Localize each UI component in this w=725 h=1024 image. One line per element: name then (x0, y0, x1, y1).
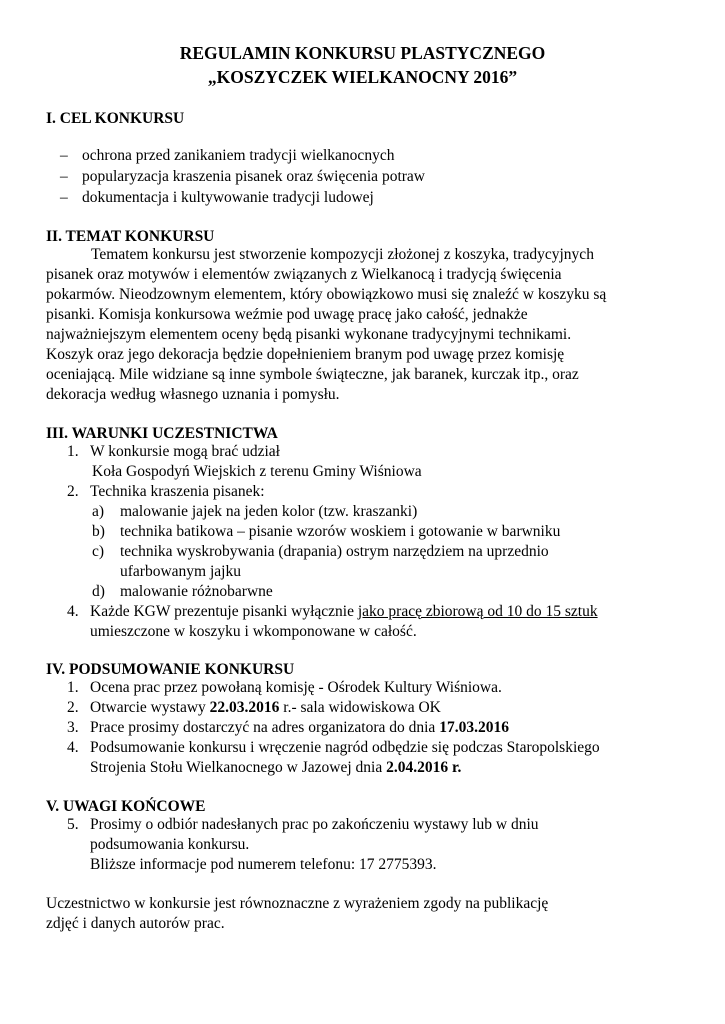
section-2-heading: II. TEMAT KONKURSU (46, 228, 215, 245)
paragraph-line: oceniającą. Mile widziane są inne symbole świąteczne, jak baranek, kurczak itp., oraz (46, 366, 579, 383)
section-3-heading: III. WARUNKI UCZESTNICTWA (46, 425, 278, 442)
list-item: ochrona przed zanikaniem tradycji wielkanocnych (82, 147, 395, 164)
list-number: 3. (67, 719, 79, 736)
contact-info: Bliższe informacje pod numerem telefonu: 17 2775393. (90, 856, 437, 873)
sublist-item: technika wyskrobywania (drapania) ostrym narzędziem na uprzednio (120, 543, 549, 560)
list-item: W konkursie mogą brać udział (90, 443, 280, 460)
bullet-dash: – (60, 189, 68, 206)
bullet-dash: – (60, 147, 68, 164)
list-item: Technika kraszenia pisanek: (90, 483, 265, 500)
sublist-item: malowanie jajek na jeden kolor (tzw. kraszanki) (120, 503, 418, 520)
paragraph-line: Uczestnictwo w konkursie jest równoznaczne z wyrażeniem zgody na publikację (46, 895, 549, 912)
list-number: 4. (67, 603, 79, 620)
underlined-text: jako pracę zbiorową od 10 do 15 sztuk (357, 603, 598, 620)
list-item (90, 602, 598, 622)
sublist-item: malowanie różnobarwne (120, 583, 273, 600)
section-4-heading: IV. PODSUMOWANIE KONKURSU (46, 661, 295, 678)
sublist-letter: c) (92, 543, 105, 560)
exhibition-date: 22.03.2016 (209, 699, 280, 716)
section-1-heading: I. CEL KONKURSU (46, 110, 185, 127)
paragraph-line: pokarmów. Nieodzownym elementem, który obowiązkowo musi się znaleźć w koszyku są (46, 286, 607, 303)
list-item: popularyzacja kraszenia pisanek oraz święcenia potraw (82, 168, 425, 185)
section-5-heading: V. UWAGI KOŃCOWE (46, 798, 206, 815)
paragraph-line: zdjęć i danych autorów prac. (46, 915, 225, 932)
sublist-item-continuation: ufarbowanym jajku (120, 563, 241, 580)
list-item: dokumentacja i kultywowanie tradycji ludowej (82, 189, 374, 206)
paragraph-line: Koszyk oraz jego dekoracja będzie dopełnieniem branym pod uwagę przez komisję (46, 346, 565, 363)
paragraph-line: dekoracja według własnego uznania i pomysłu. (46, 386, 340, 403)
list-number: 2. (67, 699, 79, 716)
list-item: Prosimy o odbiór nadesłanych prac po zakończeniu wystawy lub w dniu (90, 816, 539, 833)
list-item: Ocena prac przez powołaną komisję - Ośrodek Kultury Wiśniowa. (90, 679, 502, 696)
list-item-text: Każde KGW prezentuje pisanki wyłącznie (90, 603, 358, 620)
summary-date: 2.04.2016 r. (386, 759, 462, 776)
bullet-dash: – (60, 168, 68, 185)
deadline-date: 17.03.2016 (439, 719, 509, 736)
sublist-letter: d) (92, 583, 105, 600)
list-number: 4. (67, 739, 79, 756)
list-item-continuation: podsumowania konkursu. (90, 836, 250, 853)
document-title-line-2: „KOSZYCZEK WIELKANOCNY 2016” (207, 67, 518, 87)
list-item-continuation: Koła Gospodyń Wiejskich z terenu Gminy Wiśniowa (92, 463, 422, 480)
list-item (90, 698, 441, 718)
sublist-item: technika batikowa – pisanie wzorów woskiem i gotowanie w barwniku (120, 523, 561, 540)
paragraph-line: pisanek oraz motywów i elementów związanych z Wielkanocą i tradycją święcenia (46, 266, 562, 283)
paragraph-line: Tematem konkursu jest stworzenie kompozycji złożonej z koszyka, tradycyjnych (91, 246, 594, 263)
list-item-text: r.- sala widowiskowa OK (279, 699, 441, 716)
list-number: 5. (67, 816, 79, 833)
list-item (90, 718, 509, 738)
paragraph-line: najważniejszym elementem oceny będą pisanki wykonane tradycyjnymi technikami. (46, 326, 572, 343)
list-item: Podsumowanie konkursu i wręczenie nagród odbędzie się podczas Staropolskiego (90, 739, 600, 756)
list-number: 1. (67, 679, 79, 696)
list-item-text: Strojenia Stołu Wielkanocnego w Jazowej dnia (90, 759, 387, 776)
paragraph-line: pisanki. Komisja konkursowa weźmie pod uwagę pracę jako całość, jednakże (46, 306, 528, 323)
list-number: 1. (67, 443, 79, 460)
list-item-continuation (90, 758, 461, 778)
list-item-continuation: umieszczone w koszyku i wkomponowane w całość. (90, 623, 417, 640)
list-item-text: Prace prosimy dostarczyć na adres organizatora do dnia (90, 719, 440, 736)
list-item-text: Otwarcie wystawy (90, 699, 210, 716)
sublist-letter: b) (92, 523, 105, 540)
list-number: 2. (67, 483, 79, 500)
sublist-letter: a) (92, 503, 105, 520)
document-title-line-1: REGULAMIN KONKURSU PLASTYCZNEGO (179, 43, 546, 63)
